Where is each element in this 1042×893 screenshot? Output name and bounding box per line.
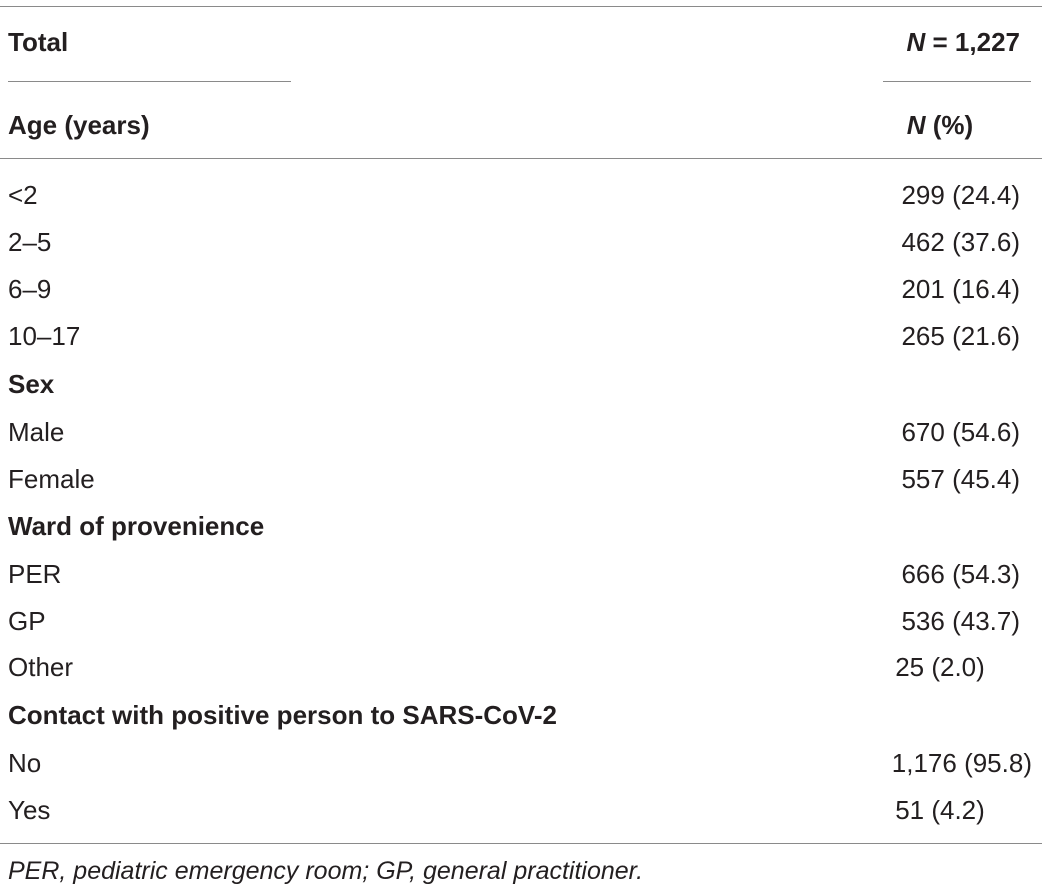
table-footnote: PER, pediatric emergency room; GP, general practitioner. <box>8 857 644 885</box>
row-label-gp: GP <box>8 606 46 636</box>
row-label-age-2-5: 2–5 <box>8 227 52 257</box>
row-label-age-6-9: 6–9 <box>8 274 52 304</box>
row-label-age-under-2: <2 <box>8 180 38 210</box>
row-value-yes: 51 (4.2) <box>895 795 985 825</box>
row-value-age-10-17: 265 (21.6) <box>901 321 1020 351</box>
header-n-rest: (%) <box>925 110 974 140</box>
header-total-var: N <box>906 27 926 57</box>
header-total-value <box>907 27 1020 57</box>
row-value-age-under-2: 299 (24.4) <box>901 180 1020 210</box>
row-value-male: 670 (54.6) <box>901 417 1020 447</box>
header-n-var: N <box>906 110 926 140</box>
row-label-per: PER <box>8 559 62 589</box>
row-label-other: Other <box>8 652 74 682</box>
row-label-yes: Yes <box>8 795 51 825</box>
section-heading-ward: Ward of provenience <box>8 511 265 541</box>
row-value-gp: 536 (43.7) <box>901 606 1020 636</box>
bottom-rule <box>0 843 1042 844</box>
row-value-other: 25 (2.0) <box>895 652 985 682</box>
row-value-female: 557 (45.4) <box>901 464 1020 494</box>
row-label-age-10-17: 10–17 <box>8 321 81 351</box>
header-bottom-rule <box>0 158 1042 159</box>
row-label-female: Female <box>8 464 95 494</box>
row-value-age-6-9: 201 (16.4) <box>901 274 1020 304</box>
row-label-no: No <box>8 748 42 778</box>
header-right-rule <box>883 81 1031 82</box>
top-rule <box>0 6 1042 7</box>
header-total-label: Total <box>8 27 69 57</box>
row-value-age-2-5: 462 (37.6) <box>901 227 1020 257</box>
header-age-label: Age (years) <box>8 110 150 140</box>
header-total-rest: = 1,227 <box>925 27 1020 57</box>
row-value-no: 1,176 (95.8) <box>891 748 1032 778</box>
section-heading-contact: Contact with positive person to SARS-CoV-2 <box>8 700 557 730</box>
row-label-male: Male <box>8 417 65 447</box>
section-heading-sex: Sex <box>8 369 55 399</box>
header-n-pct <box>860 110 1020 140</box>
row-value-per: 666 (54.3) <box>901 559 1020 589</box>
header-left-rule <box>8 81 291 82</box>
